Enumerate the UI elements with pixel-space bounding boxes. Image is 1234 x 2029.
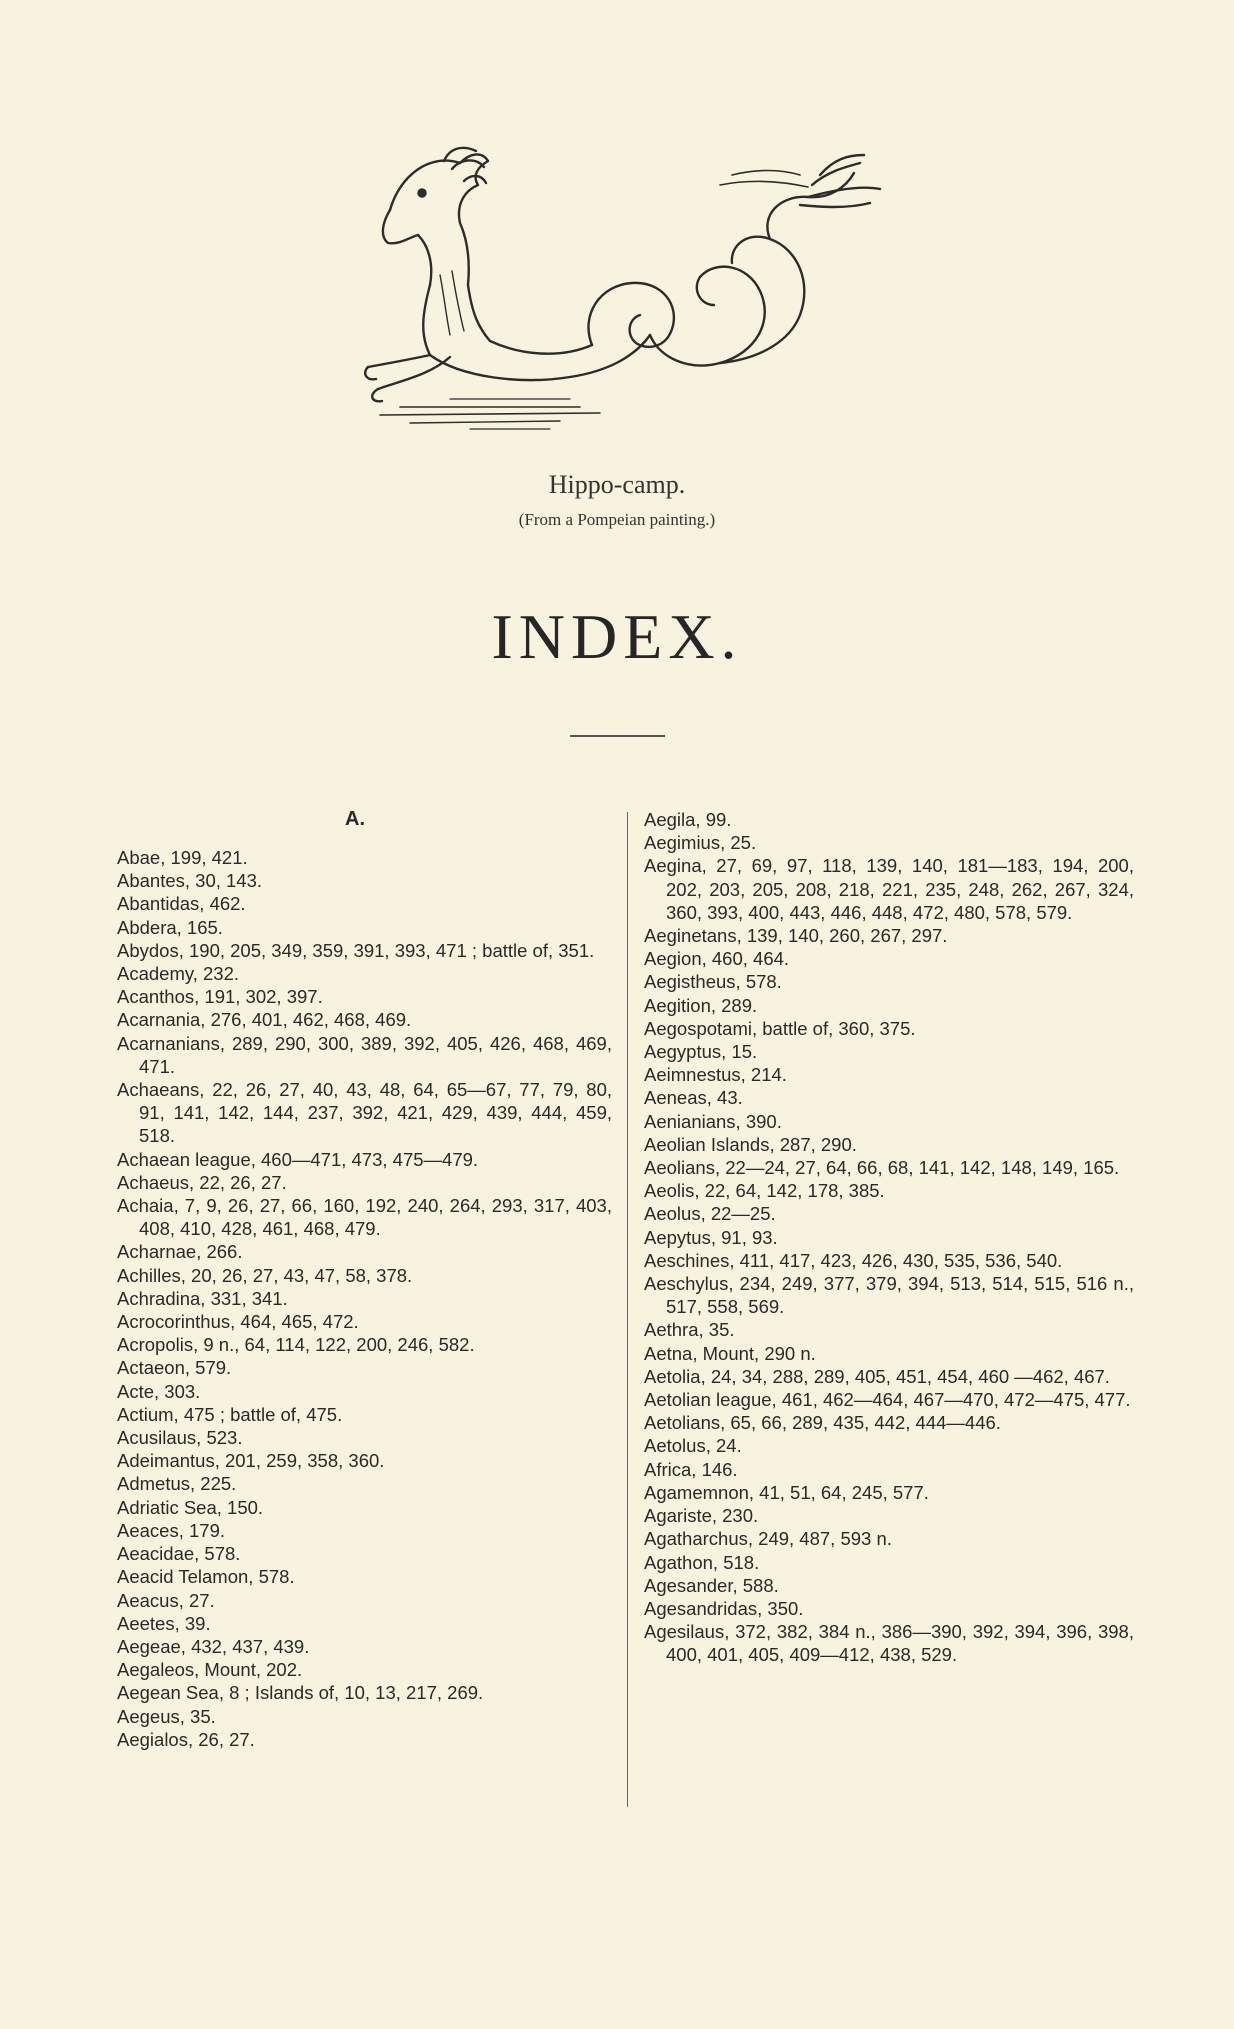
index-entry: Abantes, 30, 143. bbox=[117, 870, 263, 892]
index-entry: Acarnania, 276, 401, 462, 468, 469. bbox=[117, 1009, 412, 1031]
index-entry: Aeolis, 22, 64, 142, 178, 385. bbox=[644, 1180, 885, 1202]
index-entry: Actaeon, 579. bbox=[117, 1357, 232, 1379]
index-entry: Africa, 146. bbox=[644, 1458, 738, 1480]
index-entry: Acusilaus, 523. bbox=[117, 1427, 243, 1449]
index-entry: Aeschines, 411, 417, 423, 426, 430, 535, 536, 540. bbox=[644, 1249, 1063, 1271]
index-entry: Agariste, 230. bbox=[644, 1505, 759, 1527]
index-entry: Agathon, 518. bbox=[644, 1551, 760, 1573]
index-entry: Aeolian Islands, 287, 290. bbox=[644, 1133, 857, 1155]
index-entry: Acropolis, 9 n., 64, 114, 122, 200, 246, 582. bbox=[117, 1334, 475, 1356]
index-entry: Aeolians, 22—24, 27, 64, 66, 68, 141, 142, 148, 149, 165. bbox=[644, 1157, 1120, 1179]
index-entry: Agatharchus, 249, 487, 593 n. bbox=[644, 1528, 892, 1550]
index-entry: Aeaces, 179. bbox=[117, 1519, 225, 1541]
index-entry: Academy, 232. bbox=[117, 963, 240, 985]
index-entry: Aegimius, 25. bbox=[644, 832, 757, 854]
column-divider bbox=[627, 812, 628, 1807]
index-entry: Actium, 475 ; battle of, 475. bbox=[117, 1403, 343, 1425]
index-entry: Aetolus, 24. bbox=[644, 1435, 742, 1457]
index-entry: Aegion, 460, 464. bbox=[644, 948, 790, 970]
index-entry: Adeimantus, 201, 259, 358, 360. bbox=[117, 1450, 385, 1472]
index-entry: Aegaleos, Mount, 202. bbox=[117, 1659, 303, 1681]
index-entry: Abydos, 190, 205, 349, 359, 391, 393, 471 ; battle of, 351. bbox=[117, 939, 595, 961]
index-entry: Aeneas, 43. bbox=[644, 1087, 743, 1109]
index-entry: Achaeus, 22, 26, 27. bbox=[117, 1171, 287, 1193]
index-entry: Aeetes, 39. bbox=[117, 1612, 211, 1634]
index-entry: Aetolians, 65, 66, 289, 435, 442, 444—446. bbox=[644, 1412, 1001, 1434]
index-entry: Aegospotami, battle of, 360, 375. bbox=[644, 1017, 916, 1039]
index-column-left bbox=[117, 808, 612, 1751]
index-entry: Admetus, 225. bbox=[117, 1473, 237, 1495]
title-rule bbox=[570, 735, 665, 737]
index-entry: Aetolian league, 461, 462—464, 467—470, 472—475, 477. bbox=[644, 1389, 1131, 1411]
index-entry: Achradina, 331, 341. bbox=[117, 1287, 288, 1309]
index-entry: Aeschylus, 234, 249, 377, 379, 394, 513, 514, 515, 516 n., 517, 558, 569. bbox=[644, 1273, 1134, 1318]
index-entry: Aeacid Telamon, 578. bbox=[117, 1566, 295, 1588]
index-entry: Aegialos, 26, 27. bbox=[117, 1728, 255, 1750]
index-entry: Aegeae, 432, 437, 439. bbox=[117, 1635, 310, 1657]
index-entry: Adriatic Sea, 150. bbox=[117, 1496, 264, 1518]
index-entry: Aeacidae, 578. bbox=[117, 1543, 241, 1565]
index-entry: Acharnae, 266. bbox=[117, 1241, 243, 1263]
index-entry: Acarnanians, 289, 290, 300, 389, 392, 405, 426, 468, 469, 471. bbox=[117, 1032, 612, 1077]
index-entry: Abantidas, 462. bbox=[117, 893, 246, 915]
index-entry: Aeacus, 27. bbox=[117, 1589, 215, 1611]
index-column-right bbox=[644, 808, 1134, 1667]
index-entry: Aegyptus, 15. bbox=[644, 1041, 758, 1063]
index-entry: Aeginetans, 139, 140, 260, 267, 297. bbox=[644, 925, 948, 947]
index-entry: Acanthos, 191, 302, 397. bbox=[117, 986, 323, 1008]
index-entry: Agesilaus, 372, 382, 384 n., 386—390, 392, 394, 396, 398, 400, 401, 405, 409—412, 438, 529. bbox=[644, 1621, 1134, 1666]
index-entry: Acrocorinthus, 464, 465, 472. bbox=[117, 1311, 359, 1333]
index-entry: Aenianians, 390. bbox=[644, 1110, 782, 1132]
index-entry: Achaeans, 22, 26, 27, 40, 43, 48, 64, 65—67, 77, 79, 80, 91, 141, 142, 144, 237, 392, 421, 429, 439, 444, 459, 518. bbox=[117, 1079, 612, 1147]
index-entry: Aetna, Mount, 290 n. bbox=[644, 1342, 816, 1364]
section-letter: A. bbox=[345, 808, 365, 830]
index-entry: Aepytus, 91, 93. bbox=[644, 1226, 778, 1248]
index-entry: Agesander, 588. bbox=[644, 1574, 779, 1596]
index-entry: Aegina, 27, 69, 97, 118, 139, 140, 181—183, 194, 200, 202, 203, 205, 208, 218, 221, 235, 248, 262, 267, 324, 360, 393, 400, 443, 446, 448, 472, 480, 578, 579. bbox=[644, 855, 1134, 923]
index-entry: Abae, 199, 421. bbox=[117, 847, 248, 868]
index-title: INDEX. bbox=[491, 601, 743, 672]
index-entry: Aeimnestus, 214. bbox=[644, 1064, 787, 1086]
index-entry: Acte, 303. bbox=[117, 1380, 201, 1402]
index-entry: Achilles, 20, 26, 27, 43, 47, 58, 378. bbox=[117, 1264, 413, 1286]
index-entry: Aegean Sea, 8 ; Islands of, 10, 13, 217, 269. bbox=[117, 1682, 484, 1704]
index-entry: Aetolia, 24, 34, 288, 289, 405, 451, 454, 460 —462, 467. bbox=[644, 1365, 1110, 1387]
index-entry: Agesandridas, 350. bbox=[644, 1597, 804, 1619]
index-entry: Aegeus, 35. bbox=[117, 1705, 216, 1727]
index-entry: Achaean league, 460—471, 473, 475—479. bbox=[117, 1148, 479, 1170]
index-entry: Abdera, 165. bbox=[117, 916, 223, 938]
index-entry: Aethra, 35. bbox=[644, 1319, 735, 1341]
index-entry: Aeolus, 22—25. bbox=[644, 1203, 776, 1225]
index-entry: Aegition, 289. bbox=[644, 994, 758, 1016]
index-entry: Aegistheus, 578. bbox=[644, 971, 782, 993]
index-entry: Agamemnon, 41, 51, 64, 245, 577. bbox=[644, 1481, 929, 1503]
illustration-caption-source: (From a Pompeian painting.) bbox=[518, 510, 716, 529]
illustration-caption-title: Hippo-camp. bbox=[548, 470, 686, 499]
index-entry: Aegila, 99. bbox=[644, 809, 732, 830]
index-entry: Achaia, 7, 9, 26, 27, 66, 160, 192, 240, 264, 293, 317, 403, 408, 410, 428, 461, 468, 479. bbox=[117, 1195, 612, 1240]
hippocamp-illustration bbox=[360, 145, 890, 435]
